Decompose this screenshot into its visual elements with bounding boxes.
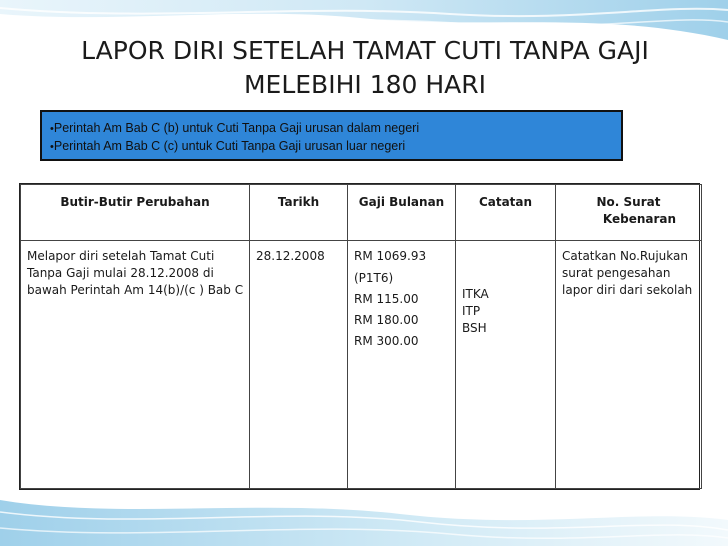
catatan-value: ITP bbox=[462, 304, 481, 318]
gaji-value: RM 180.00 bbox=[354, 313, 419, 327]
page-title bbox=[40, 34, 690, 102]
gaji-value: RM 1069.93 bbox=[354, 249, 427, 263]
table-row bbox=[21, 241, 702, 489]
bullet-icon: • bbox=[50, 141, 54, 153]
header-gaji: Gaji Bulanan bbox=[348, 185, 456, 241]
note-text: Perintah Am Bab C (c) untuk Cuti Tanpa Gaji urusan luar negeri bbox=[53, 139, 406, 153]
gaji-value: RM 300.00 bbox=[354, 334, 419, 348]
cell-tarikh: 28.12.2008 bbox=[250, 241, 348, 489]
note-text: Perintah Am Bab C (b) untuk Cuti Tanpa Gaji urusan dalam negeri bbox=[53, 121, 420, 135]
catatan-value: BSH bbox=[462, 321, 487, 335]
notes-box bbox=[40, 110, 623, 161]
header-tarikh: Tarikh bbox=[250, 185, 348, 241]
header-butir: Butir-Butir Perubahan bbox=[21, 185, 250, 241]
page-title-line-1: LAPOR DIRI SETELAH TAMAT CUTI TANPA GAJI bbox=[81, 36, 649, 65]
header-surat bbox=[556, 185, 702, 241]
cell-surat: Catatkan No.Rujukan surat pengesahan lapor diri dari sekolah bbox=[556, 241, 702, 489]
page-title-line-2: MELEBIHI 180 HARI bbox=[243, 70, 487, 99]
changes-table bbox=[19, 183, 700, 490]
header-surat-line-1: No. Surat bbox=[596, 195, 661, 209]
cell-butir: Melapor diri setelah Tamat Cuti Tanpa Gaji mulai 28.12.2008 di bawah Perintah Am 14(b)/(c ) Bab C bbox=[21, 241, 250, 489]
header-catatan: Catatan bbox=[456, 185, 556, 241]
cell-gaji bbox=[348, 241, 456, 489]
catatan-value: ITKA bbox=[462, 287, 489, 301]
note-item bbox=[50, 120, 621, 138]
note-item bbox=[50, 138, 621, 156]
header-surat-line-2: Kebenaran bbox=[602, 212, 677, 226]
cell-catatan bbox=[456, 241, 556, 489]
changes-table-grid bbox=[20, 184, 702, 489]
bullet-icon: • bbox=[50, 123, 54, 135]
table-header-row bbox=[21, 185, 702, 241]
gaji-value: (P1T6) bbox=[354, 271, 394, 285]
gaji-value: RM 115.00 bbox=[354, 292, 419, 306]
